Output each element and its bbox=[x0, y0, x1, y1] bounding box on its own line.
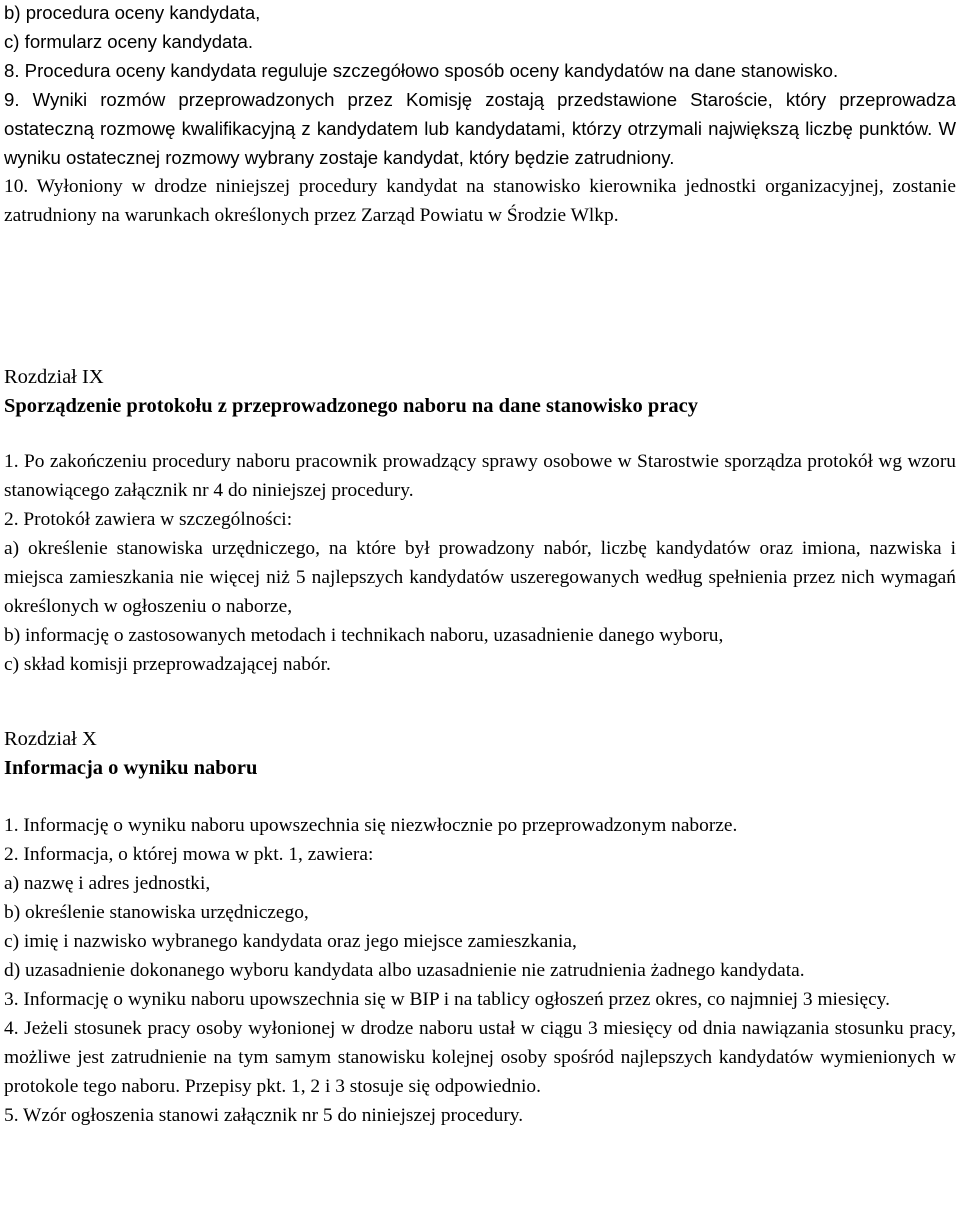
chapter-10-paragraph-a: a) nazwę i adres jednostki, bbox=[4, 873, 211, 894]
chapter-10-title: Informacja o wyniku naboru bbox=[4, 757, 258, 779]
chapter-10-paragraph-1: 1. Informację o wyniku naboru upowszechnia się niezwłocznie po przeprowadzonym naborze. bbox=[4, 815, 738, 836]
paragraph-10: 10. Wyłoniony w drodze niniejszej procedury kandydat na stanowisko kierownika jednostki organizacyjnej, zostanie zatrudniony na warunkach określonych przez Zarząd Powiatu w Środzie Wlkp. bbox=[4, 176, 956, 226]
paragraph-8: 8. Procedura oceny kandydata reguluje szczegółowo sposób oceny kandydatów na dane stanowisko. bbox=[4, 60, 839, 81]
paragraph-9: 9. Wyniki rozmów przeprowadzonych przez Komisję zostają przedstawione Staroście, który przeprowadza ostateczną rozmowę kwalifikacyjną z kandydatem lub kandydatami, którzy otrzymali największą liczbę punktów. W wyniku ostatecznej rozmowy wybrany zostaje kandydat, który będzie zatrudniony. bbox=[4, 89, 956, 168]
chapter-9-paragraph-2: 2. Protokół zawiera w szczególności: bbox=[4, 509, 293, 530]
chapter-9-paragraph-b: b) informację o zastosowanych metodach i technikach naboru, uzasadnienie danego wyboru, bbox=[4, 625, 724, 646]
chapter-10-number: Rozdział X bbox=[4, 728, 97, 750]
chapter-10-paragraph-d: d) uzasadnienie dokonanego wyboru kandydata albo uzasadnienie nie zatrudnienia żadnego kandydata. bbox=[4, 960, 805, 981]
chapter-10-paragraph-4: 4. Jeżeli stosunek pracy osoby wyłonionej w drodze naboru ustał w ciągu 3 miesięcy od dnia nawiązania stosunku pracy, możliwe jest zatrudnienie na tym samym stanowisku kolejnej osoby spośród najlepszych kandydatów wymienionych w protokole tego naboru. Przepisy pkt. 1, 2 i 3 stosuje się odpowiednio. bbox=[4, 1018, 956, 1097]
chapter-10-body bbox=[4, 811, 956, 1130]
chapter-10-paragraph-2: 2. Informacja, o której mowa w pkt. 1, zawiera: bbox=[4, 844, 374, 865]
chapter-9-paragraph-c: c) skład komisji przeprowadzającej nabór. bbox=[4, 654, 331, 675]
chapter-9-section bbox=[4, 363, 956, 421]
chapter-10-paragraph-b: b) określenie stanowiska urzędniczego, bbox=[4, 902, 309, 923]
chapter-10-paragraph-3: 3. Informację o wyniku naboru upowszechnia się w BIP i na tablicy ogłoszeń przez okres, co najmniej 3 miesięcy. bbox=[4, 989, 890, 1010]
chapter-9-paragraph-1: 1. Po zakończeniu procedury naboru pracownik prowadzący sprawy osobowe w Starostwie sporządza protokół wg wzoru stanowiącego załącznik nr 4 do niniejszej procedury. bbox=[4, 451, 956, 501]
chapter-10-paragraph-c: c) imię i nazwisko wybranego kandydata oraz jego miejsce zamieszkania, bbox=[4, 931, 577, 952]
paragraph-c-form: c) formularz oceny kandydata. bbox=[4, 31, 254, 52]
paragraph-b-procedure: b) procedura oceny kandydata, bbox=[4, 2, 261, 23]
intro-section bbox=[4, 0, 956, 230]
chapter-9-paragraph-a: a) określenie stanowiska urzędniczego, na które był prowadzony nabór, liczbę kandydatów oraz imiona, nazwiska i miejsca zamieszkania nie więcej niż 5 najlepszych kandydatów uszeregowanych według spełnienia przez nich wymagań określonych w ogłoszeniu o naborze, bbox=[4, 538, 956, 617]
chapter-9-number: Rozdział IX bbox=[4, 366, 104, 388]
chapter-10-section bbox=[4, 725, 956, 783]
chapter-9-body bbox=[4, 447, 956, 679]
chapter-10-paragraph-5: 5. Wzór ogłoszenia stanowi załącznik nr 5 do niniejszej procedury. bbox=[4, 1105, 524, 1126]
chapter-9-title: Sporządzenie protokołu z przeprowadzonego naboru na dane stanowisko pracy bbox=[4, 395, 699, 417]
